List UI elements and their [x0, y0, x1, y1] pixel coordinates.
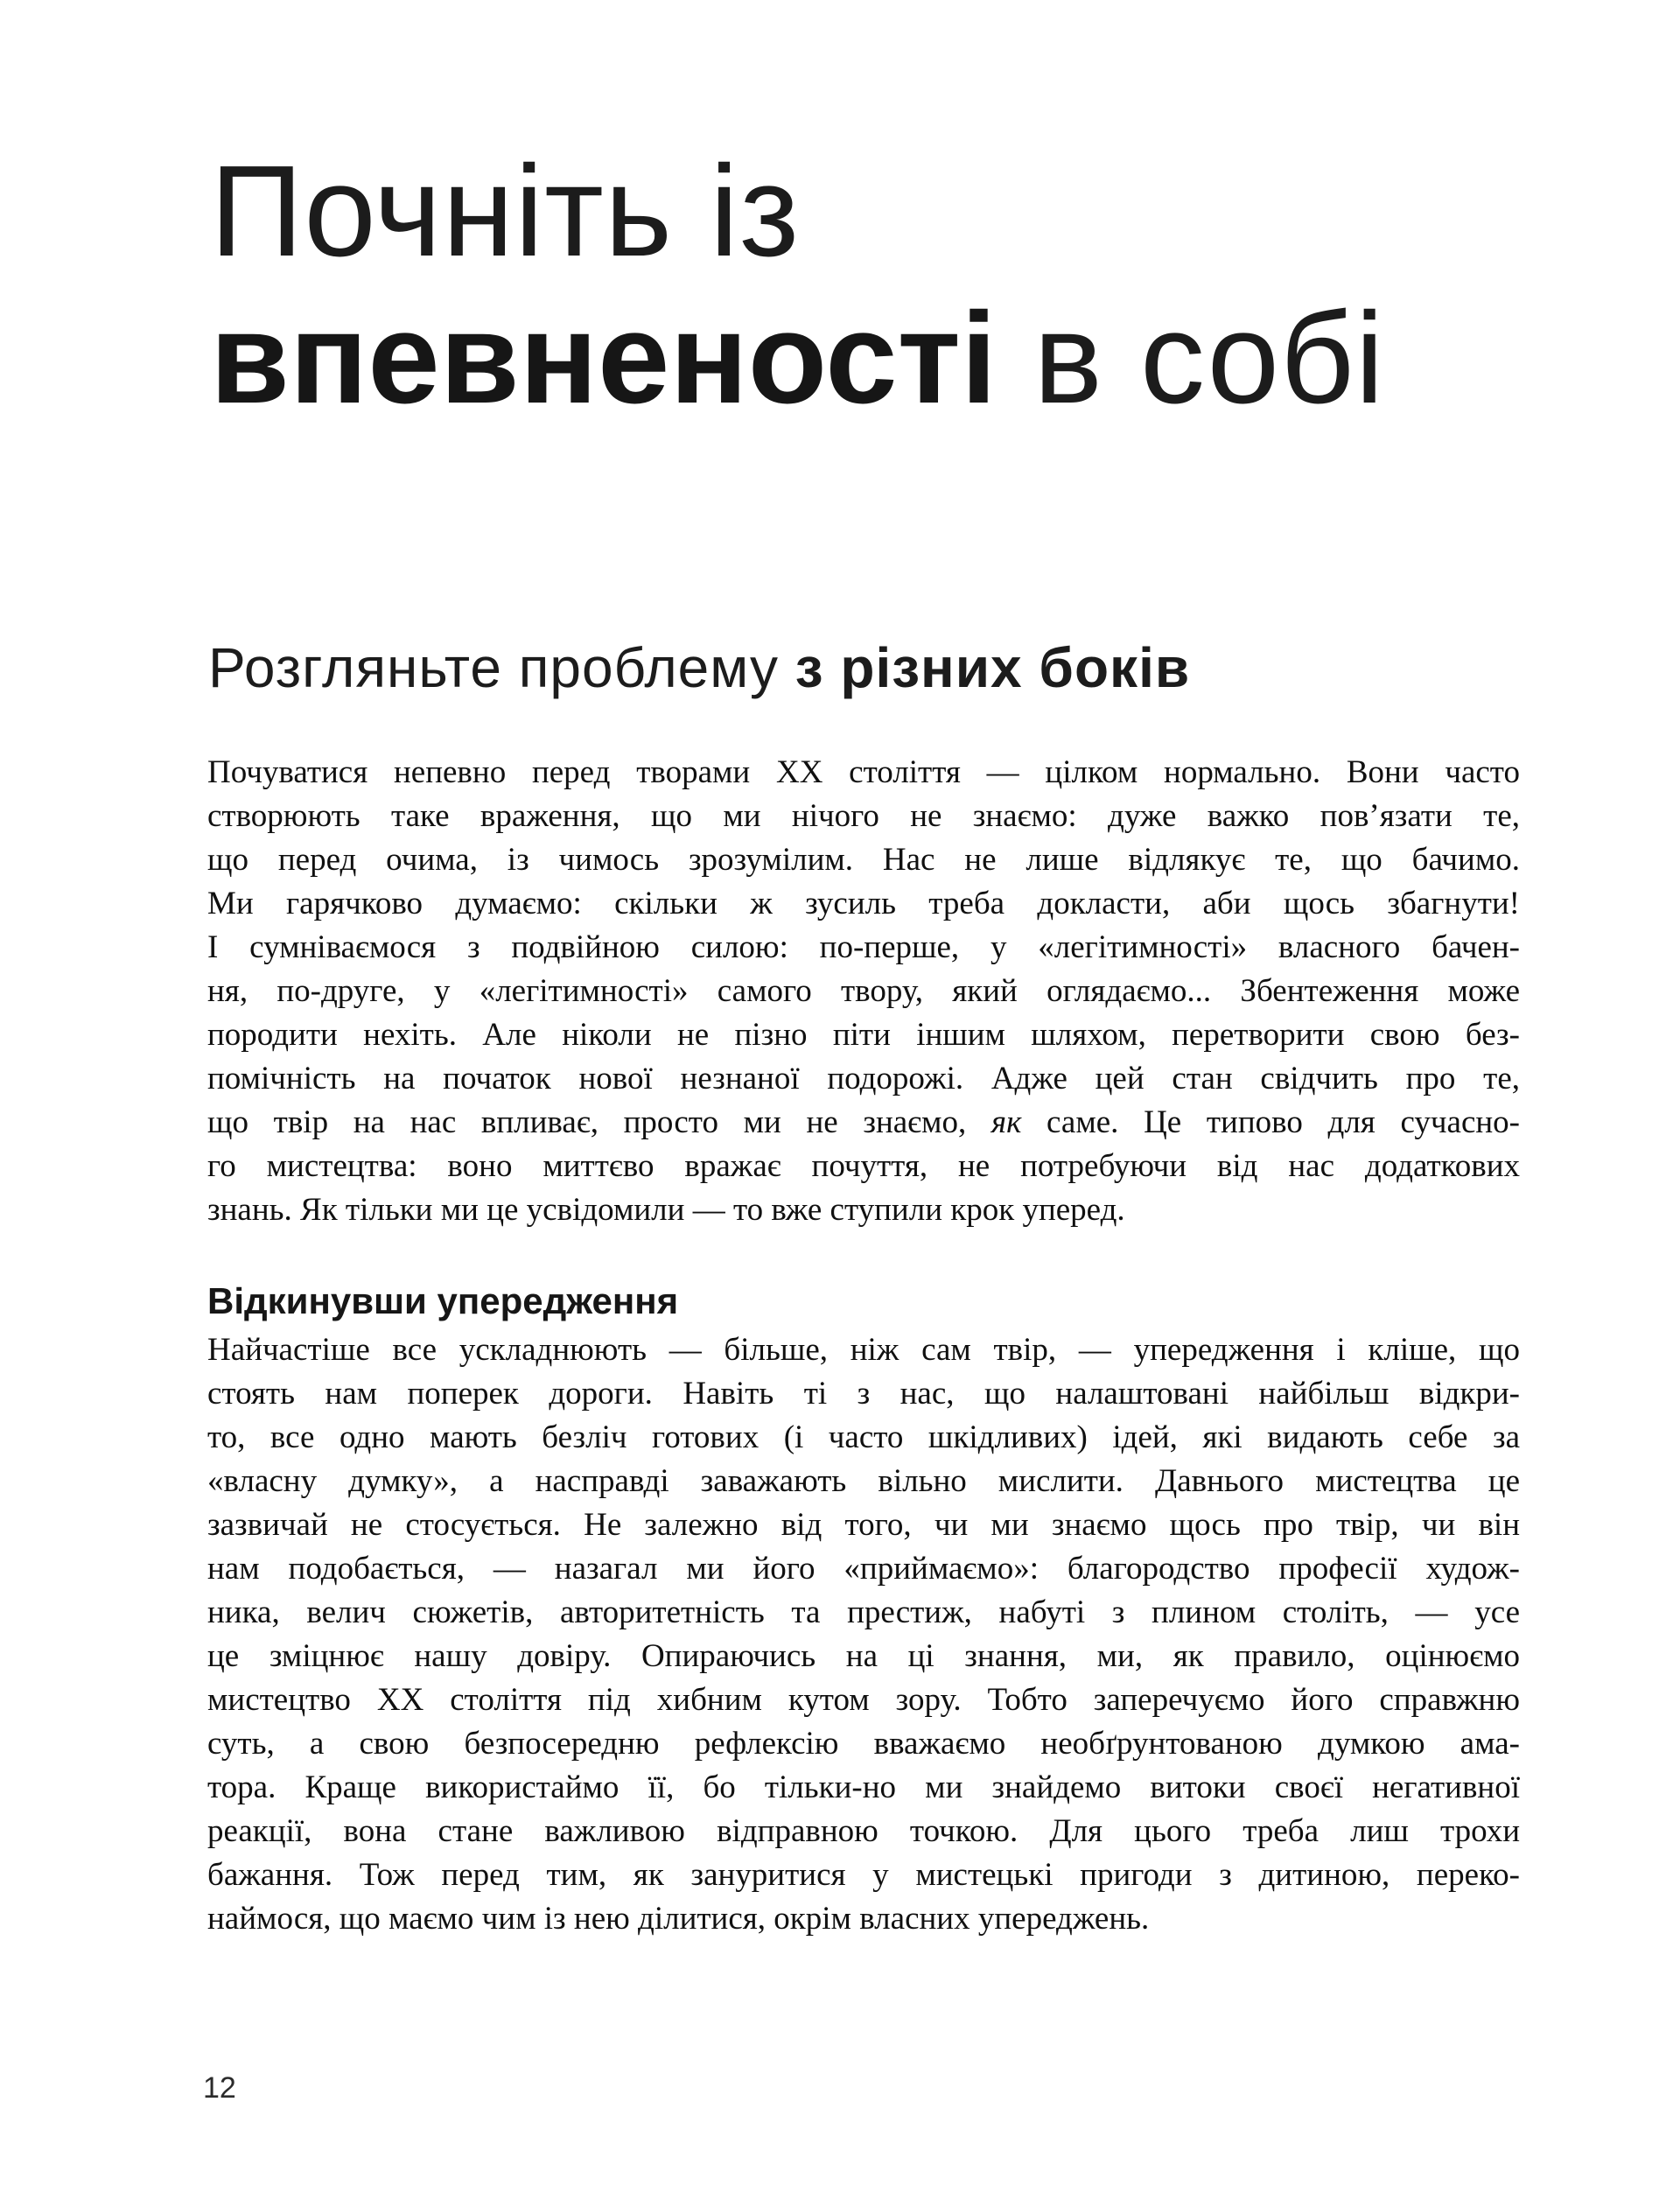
text-line: наймося, що маємо чим із нею ділитися, окрім власних упереджень. [207, 1901, 1150, 1937]
text-line: породити нехіть. Але ніколи не пізно піти іншим шляхом, перетворити свою без- [207, 1017, 1520, 1053]
text-line: мистецтво XX століття під хибним кутом зору. Тобто заперечуємо його справжню [207, 1682, 1520, 1718]
section-heading [208, 637, 1190, 698]
text-line: створюють таке враження, що ми нічого не знаємо: дуже важко пов’язати те, [207, 798, 1520, 834]
paragraph-1 [207, 751, 1520, 1232]
text-line: зазвичай не стосується. Не залежно від того, чи ми знаємо щось про твір, чи він [207, 1507, 1520, 1543]
text-segment: саме. Це типово для сучасно- [1021, 1104, 1520, 1140]
text-line: реакції, вона стане важливою відправною точкою. Для цього треба лиш трохи [207, 1813, 1520, 1849]
text-line: Найчастіше все ускладнюють — більше, ніж сам твір, — упередження і кліше, що [207, 1332, 1520, 1368]
page-number: 12 [203, 2071, 236, 2105]
chapter-title [210, 138, 1385, 432]
text-line: помічність на початок нової незнаної подорожі. Адже цей стан свідчить про те, [207, 1061, 1520, 1097]
text-line: ня, по-друге, у «легітимності» самого твору, який оглядаємо... Збентеження може [207, 973, 1520, 1009]
text-line: то, все одно мають безліч готових (і часто шкідливих) ідей, які видають себе за [207, 1419, 1520, 1455]
text-line: знань. Як тільки ми це усвідомили — то вже ступили крок уперед. [207, 1192, 1125, 1228]
text-line: бажання. Тож перед тим, як зануритися у мистецькі пригоди з дитиною, переко- [207, 1857, 1520, 1893]
text-line: го мистецтва: воно миттєво вражає почуття, не потребуючи від нас додаткових [207, 1148, 1520, 1184]
chapter-title-emphasis: впевненості [210, 286, 998, 431]
subsection-heading: Відкинувши упередження [207, 1280, 679, 1321]
text-line: нам подобається, — назагал ми його «приймаємо»: благородство професії худож- [207, 1551, 1520, 1587]
text-line: І сумніваємося з подвійною силою: по-перше, у «легітимності» власного бачен- [207, 929, 1520, 965]
text-line: «власну думку», а насправді заважають вільно мислити. Давнього мистецтва це [207, 1463, 1520, 1499]
text-line: що перед очима, із чимось зрозумілим. Нас не лише відлякує те, що бачимо. [207, 842, 1520, 878]
section-heading-emphasis: з різних боків [794, 636, 1191, 699]
text-line: ника, велич сюжетів, авторитетність та престиж, набуті з плином століть, — усе [207, 1594, 1520, 1630]
text-line [207, 1101, 1520, 1145]
paragraph-2 [207, 1328, 1520, 1941]
chapter-title-tail: в собі [997, 286, 1385, 431]
section-heading-regular: Розгляньте проблему [208, 636, 795, 699]
text-line: Почуватися непевно перед творами XX століття — цілком нормально. Вони часто [207, 754, 1520, 790]
chapter-title-line1: Почніть із [210, 139, 800, 284]
text-line: це зміцнює нашу довіру. Опираючись на ці знання, ми, як правило, оцінюємо [207, 1638, 1520, 1674]
text-line: Ми гарячково думаємо: скільки ж зусиль треба докласти, аби щось збагнути! [207, 886, 1520, 921]
text-segment: що твір на нас впливає, просто ми не знаємо, [207, 1104, 991, 1140]
chapter-title-line2 [210, 285, 1385, 432]
text-line: суть, а свою безпосередню рефлексію вважаємо необґрунтованою думкою ама- [207, 1726, 1520, 1762]
text-line: стоять нам поперек дороги. Навіть ті з нас, що налаштовані найбільш відкри- [207, 1376, 1520, 1412]
italic-word: як [990, 1104, 1022, 1140]
text-line: тора. Краще використаймо її, бо тільки-но ми знайдемо витоки своєї негативної [207, 1769, 1520, 1805]
